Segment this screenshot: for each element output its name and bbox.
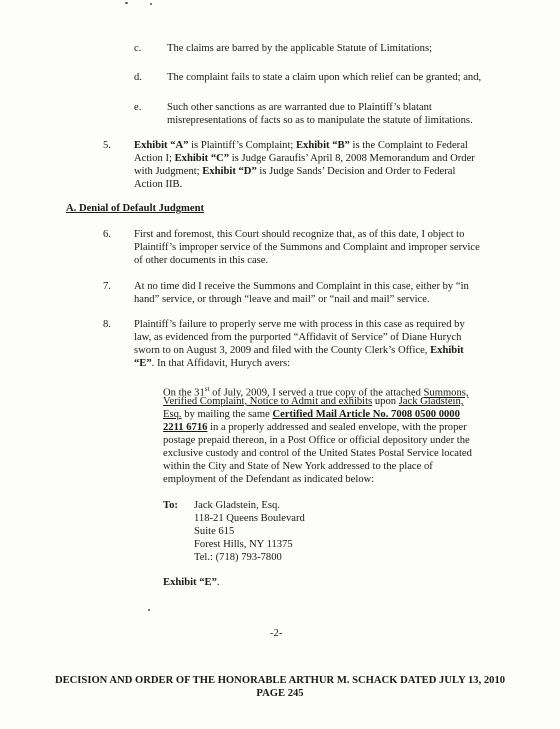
quote-line8: employment of the Defendant as indicated below: [163, 474, 375, 485]
para-5-number: 5. [103, 140, 111, 151]
exhibit-e-label: Exhibit [430, 345, 464, 356]
item-e-marker: e. [134, 102, 142, 113]
page-number: -2- [270, 628, 283, 639]
item-c-text: The claims are barred by the applicable Statute of Limitations; [167, 43, 433, 54]
scan-speck [150, 3, 152, 5]
para-6-line3: of other documents in this case. [134, 255, 269, 266]
address-line: 118-21 Queens Boulevard [194, 513, 305, 524]
address-line: Jack Gladstein, Esq. [194, 500, 280, 511]
para-6-line2: Plaintiff’s improper service of the Summons and Complaint and improper service [134, 242, 480, 253]
exhibit-e-reference: Exhibit “E”. [163, 577, 220, 588]
para-8-line1: Plaintiff’s failure to properly serve me with process in this case as required by [134, 319, 465, 330]
address-line: Forest Hills, NY 11375 [194, 539, 293, 550]
quote-line3: Esq. by mailing the same Certified Mail Article No. 7008 0500 0000 [163, 409, 460, 420]
footer-line2: PAGE 245 [256, 688, 304, 699]
footer-line1: DECISION AND ORDER OF THE HONORABLE ARTHUR M. SCHACK DATED JULY 13, 2010 [54, 675, 506, 686]
para-5-line2: Action I; Exhibit “C” is Judge Garaufis’ April 8, 2008 Memorandum and Order [134, 153, 475, 164]
quote-line1: On the 31st of July, 2009, I served a true copy of the attached Summons, [163, 385, 469, 399]
para-7-line2: hand” service, or through “leave and mail” or “nail and mail” service. [134, 294, 430, 305]
quote-line5: postage prepaid thereon, in a Post Office or official depository under the [163, 435, 470, 446]
address-to-label: To: [163, 500, 178, 511]
exhibit-c-label: Exhibit “C” [174, 153, 230, 164]
exhibit-e-quote-mark: “E” [134, 358, 152, 369]
para-8-line4: “E”. In that Affidavit, Hurych avers: [134, 358, 291, 369]
para-6-line1: First and foremost, this Court should recognize that, as of this date, I object to [134, 229, 465, 240]
section-heading: A. Denial of Default Judgment [66, 203, 205, 214]
item-e-line2: misrepresentations of facts so as to manipulate the statute of limitations. [167, 115, 473, 126]
scan-speck [125, 2, 128, 4]
exhibit-b-label: Exhibit “B” [295, 140, 350, 151]
quote-line2: Verified Complaint, Notice to Admit and exhibits upon Jack Gladstein, [163, 396, 464, 407]
para-8-line3: sworn to on August 3, 2009 and filed with the County Clerk’s Office, Exhibit [134, 345, 464, 356]
item-d-text: The complaint fails to state a claim upon which relief can be granted; and, [167, 72, 482, 83]
exhibit-a-label: Exhibit “A” [134, 140, 189, 151]
para-8-line2: law, as evidenced from the purported “Affidavit of Service” of Diane Hurych [134, 332, 462, 343]
scan-speck [148, 609, 150, 611]
para-8-number: 8. [103, 319, 111, 330]
address-line: Tel.: (718) 793-7800 [194, 552, 282, 563]
quote-line7: within the City and State of New York addressed to the place of [163, 461, 433, 472]
quote-line4: 2211 6716 in a properly addressed and sealed envelope, with the proper [163, 422, 467, 433]
item-d-marker: d. [134, 72, 142, 83]
para-5-line4: Action IIB. [134, 179, 183, 190]
item-c-marker: c. [134, 43, 142, 54]
exhibit-d-label: Exhibit “D” [202, 166, 257, 177]
address-line: Suite 615 [194, 526, 235, 537]
item-e-line1: Such other sanctions as are warranted due to Plaintiff’s blatant [167, 102, 432, 113]
quote-line6: exclusive custody and control of the United States Postal Service located [163, 448, 472, 459]
para-5-line3: with Judgment; Exhibit “D” is Judge Sands’ Decision and Order to Federal [134, 166, 456, 177]
para-7-number: 7. [103, 281, 111, 292]
para-7-line1: At no time did I receive the Summons and Complaint in this case, either by “in [134, 281, 469, 292]
para-5-line1: Exhibit “A” is Plaintiff’s Complaint; Exhibit “B” is the Complaint to Federal [134, 140, 468, 151]
para-6-number: 6. [103, 229, 111, 240]
